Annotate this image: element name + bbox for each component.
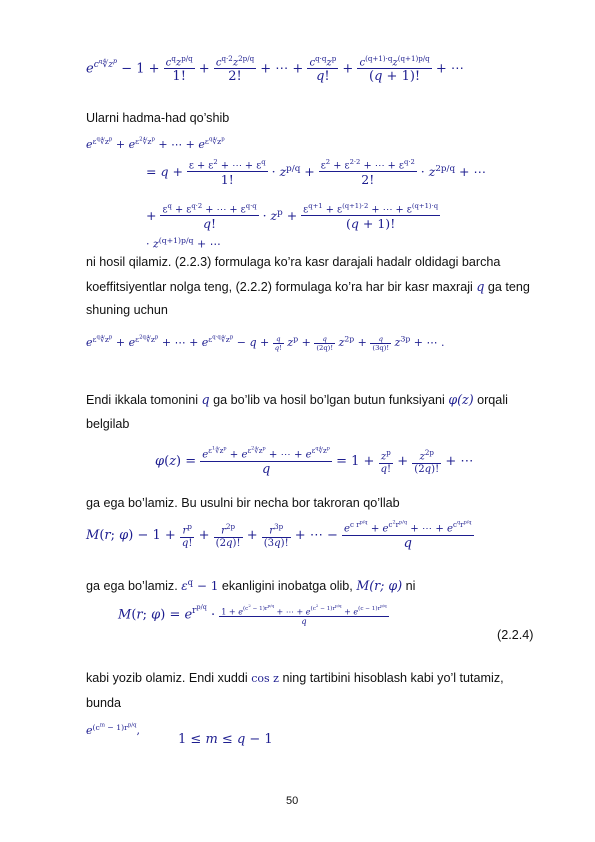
equation-sum-line-2: = q + $\frac{\varepsilon + \varepsilon^2 + \cdots + \varepsilon^q}{1!}$ · $z^{p/q}$ + $\frac{\varepsilon^2 + \varepsilon^{2\cdot 2} + \cdots + \varepsilon^{q\cdot 2}}{2!}$ · $z^{2p/q}$ + ⋯ [146,158,486,188]
paragraph-text: Ularni hadma-had qo’shib [86,111,230,125]
paragraph-text: shuning uchun [86,303,168,317]
paragraph-text: belgilab [86,417,130,431]
equation-m-range: 1 ≤ m ≤ q − 1 [178,732,273,747]
equation-M-rewritten: M(r; $\varphi) = e^{r^{p/q}}$ · $\frac{1 + e^{(c^2 - 1)r^{p/q}} + \cdots + e^{(c^2 - 1)r^{p/q}} + e^{(c - 1)r^{p/q}}}{q}$ [118,603,387,627]
paragraph-text: Endi ikkala tomonini q ga bo’lib va hosil bo’lgan butun funksiyani φ(z) orqali [86,392,508,407]
equation-sum-line-4: · $z^{(q+1)p/q}$ + ⋯ [146,236,221,251]
equation-phi-definition: φ(z) = $\frac{e^{\varepsilon^1∜z^p} + e^{\varepsilon^2∜z^p} + \cdots + e^{\varepsilon^q∜z^p}}{q}$ = 1 + $\frac{z^p}{q!}$ + $\frac{z^{2p}}{(2q)!}$ + ⋯ [155,446,474,477]
equation-sum-reduced: $e^{\varepsilon^q∜z^p} + e^{\varepsilon^{2q}∜z^p}$ + ⋯ + $e^{\varepsilon^{q\cdot q}∜z^p} - q$ + $\frac{q}{q!}$ $z^p$ + $\frac{q}{(2q)!}$ $z^{2p}$ + $\frac{q}{(3q)!}$ $z^{3p}$ + ⋯ . [86,334,445,352]
equation-sum-line-3: + $\frac{\varepsilon^q + \varepsilon^{q\cdot 2} + \cdots + \varepsilon^{q\cdot q}}{q!}$ · $z^p$ + $\frac{\varepsilon^{q+1} + \varepsilon^{(q+1)\cdot 2} + \cdots + \varepsilon^{(q+1)\cdot q}}{(q + 1)!}$ [146,202,439,232]
paragraph-text: kabi yozib olamiz. Endi xuddi cos z ning tartibini hisoblash kabi yo’l tutamiz, [86,671,504,685]
paragraph-text: ga ega bo’lamiz. $\varepsilon^q - 1$ ekanligini inobatga olib, M(r; φ) ni [86,577,416,593]
paragraph-text: ni hosil qilamiz. (2.2.3) formulaga ko’ra kasr darajali hadalr oldidagi barcha [86,255,501,269]
equation-M-definition: M(r; φ) − 1 + $\frac{r^p}{q!}$ + $\frac{r^{2p}}{(2q)!}$ + $\frac{r^{3p}}{(3q)!}$ + ⋯ − $\frac{e^{c r^{p/q}} + e^{c^2r^{p/q}} + \cdots + e^{c^qr^{p/q}}}{q}$ [86,520,472,551]
equation-sum-line-1: $e^{\varepsilon^q∜z^p} + e^{\varepsilon^2∜z^p}$ + ⋯ + $e^{\varepsilon^q∜z^p}$ [86,136,225,152]
paragraph-text: ga ega bo’lamiz. Bu usulni bir necha bor takroran qo’llab [86,496,400,510]
equation-exp-series: $e^{c^q∜z^p} - 1$ + $\frac{c^qz^{p/q}}{1!}$ + $\frac{c^{q\cdot 2}z^{2p/q}}{2!}$ + ⋯ + $\frac{c^{q\cdot q}z^p}{q!}$ + $\frac{c^{(q+1)\cdot q}z^{(q+1)p/q}}{(q + 1)!}$ + ⋯ [86,54,464,85]
equation-exp-term: $e^{(c^m - 1)r^{p/q}}$, [86,722,141,738]
equation-number: (2.2.4) [497,628,534,642]
paragraph-text: bunda [86,696,122,710]
page-number: 50 [286,795,299,807]
paragraph-text: koeffitsiyentlar nolga teng, (2.2.2) formulaga ko’ra har bir kasr maxraji q ga teng [86,279,530,294]
